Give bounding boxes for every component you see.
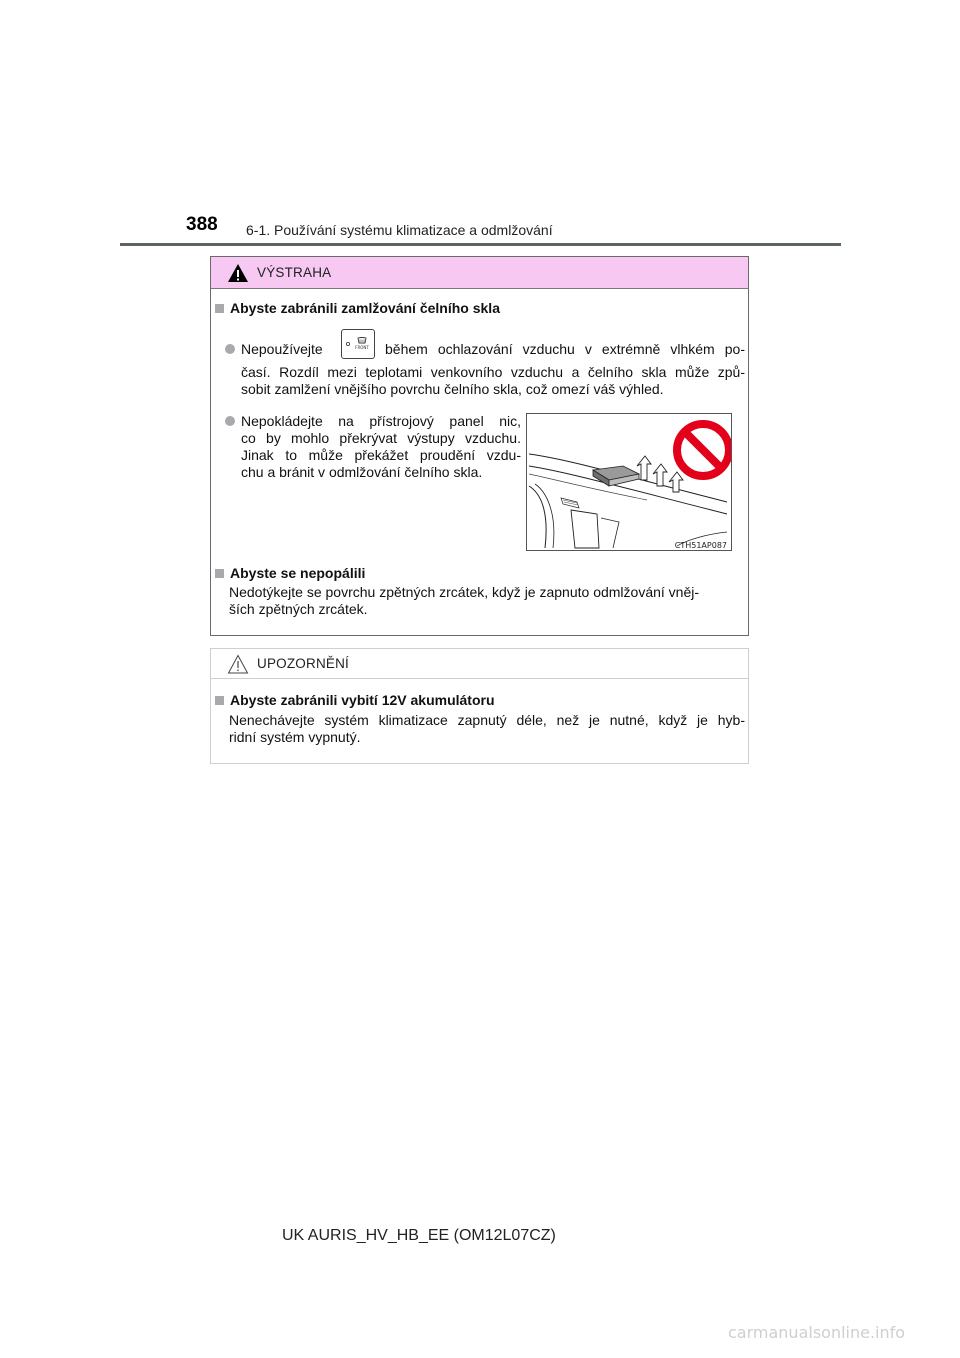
round-bullet-icon (225, 416, 235, 426)
warning-triangle-icon (227, 263, 249, 283)
watermark: carmanualsonline.info (728, 1323, 906, 1342)
dashboard-drawing (527, 414, 731, 550)
bullet2-line4: chu a bránit v odmlžování čelního skla. (241, 464, 483, 480)
section-title: 6-1. Používání systému klimatizace a odmlžování (246, 222, 553, 238)
windshield-defog-icon (342, 330, 374, 358)
page-number: 388 (186, 214, 218, 235)
dashboard-illustration (526, 413, 732, 551)
section-heading-battery: Abyste zabránili vybití 12V akumulátoru (215, 692, 495, 708)
caution-triangle-icon (227, 654, 249, 674)
illustration-code: CTH51AP087 (674, 541, 727, 550)
bullet1-line1-rest: během ochlazování vzduchu v extrémně vlhkém po- (385, 341, 745, 357)
bullet1-line3: sobit zamlžení vnějšího povrchu čelního skla, což omezí váš výhled. (241, 381, 664, 397)
round-bullet-icon (225, 344, 235, 354)
section-heading-fog: Abyste zabránili zamlžování čelního skla (215, 300, 500, 316)
svg-text:FRONT: FRONT (355, 345, 369, 350)
defog-button (341, 329, 375, 359)
bullet2-line2: co by mohlo překrývat výstupy vzduchu. (241, 430, 521, 446)
bullet1-line2: časí. Rozdíl mezi teplotami venkovního vzduchu a čelního skla může způ- (241, 364, 745, 380)
square-bullet-icon (215, 696, 224, 705)
warning-label: VÝSTRAHA (257, 265, 332, 280)
footer-model: UK AURIS_HV_HB_EE (OM12L07CZ) (282, 1227, 556, 1244)
warning-box (210, 256, 749, 636)
battery-line1: Nenechávejte systém klimatizace zapnutý déle, než je nutné, když je hyb- (229, 712, 745, 728)
square-bullet-icon (215, 569, 224, 578)
bullet1-line1: Nepoužívejte (225, 341, 745, 357)
caution-box (210, 648, 749, 764)
section-heading-burn: Abyste se nepopálili (215, 565, 365, 581)
header-rule (120, 243, 841, 246)
square-bullet-icon (215, 304, 224, 313)
caution-label: UPOZORNĚNÍ (257, 656, 350, 671)
caution-header (211, 649, 748, 679)
bullet2-line1: Nepokládejte na přístrojový panel nic, (225, 413, 521, 429)
warning-header (211, 257, 748, 289)
burn-line1: Nedotýkejte se povrchu zpětných zrcátek, když je zapnuto odmlžování vněj- (229, 584, 700, 600)
burn-line2: ších zpětných zrcátek. (229, 601, 368, 617)
battery-line2: ridní systém vypnutý. (229, 729, 361, 745)
bullet2-line3: Jinak to může překážet proudění vzdu- (241, 447, 521, 463)
